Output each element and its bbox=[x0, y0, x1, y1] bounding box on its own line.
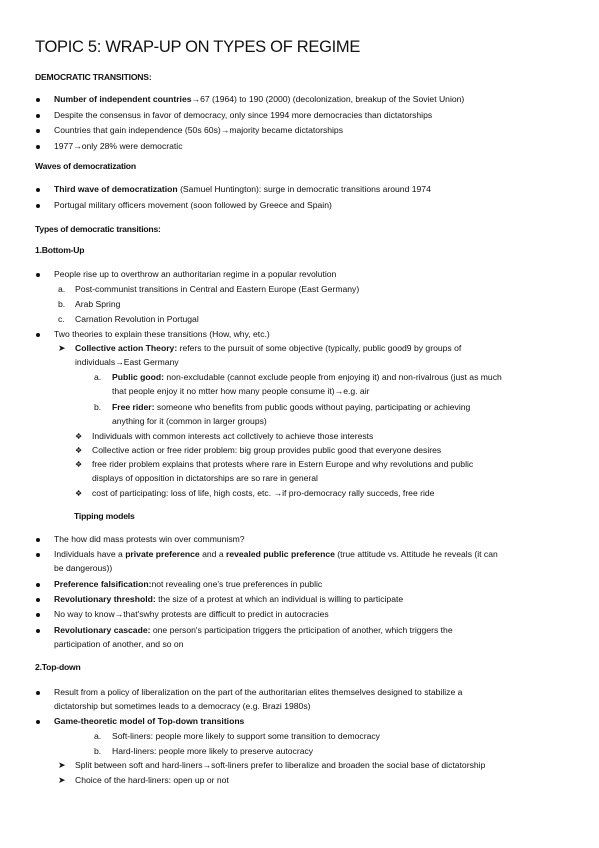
list-item: Countries that gain independence (50s 60s)→majority became dictatorships bbox=[54, 125, 344, 135]
list-item: Portugal military officers movement (soon followed by Greece and Spain) bbox=[54, 200, 332, 210]
bullet-icon bbox=[36, 204, 40, 208]
list-item: Number of independent countries→67 (1964) to 190 (2000) (decolonization, breakup of the Soviet Union) bbox=[54, 94, 465, 104]
bullet-icon bbox=[36, 629, 40, 633]
heading-waves: Waves of democratization bbox=[35, 161, 136, 171]
list-item-2: participation of another, and so on bbox=[54, 639, 184, 649]
list-item: No way to know→that'swhy protests are difficult to predict in autocracies bbox=[54, 609, 329, 619]
bullet-icon bbox=[36, 613, 40, 617]
heading-tipping-models: Tipping models bbox=[74, 511, 135, 521]
page-title: TOPIC 5: WRAP-UP ON TYPES OF REGIME bbox=[35, 38, 361, 56]
diamond-bullet-icon: ❖ bbox=[75, 460, 83, 469]
list-letter: a. bbox=[58, 284, 66, 294]
arrow-bullet-icon: ➤ bbox=[58, 775, 66, 785]
list-item-2: be dangerous)) bbox=[54, 563, 113, 573]
list-letter: b. bbox=[94, 746, 102, 756]
sub-list-item: Soft-liners: people more likely to support some transition to democracy bbox=[112, 731, 380, 741]
sub-list-item: Carnation Revolution in Portugal bbox=[75, 314, 199, 324]
list-item: 1977→only 28% were democratic bbox=[54, 141, 183, 151]
sub-list-item: Post-communist transitions in Central and Eastern Europe (East Germany) bbox=[75, 284, 360, 294]
bullet-icon bbox=[36, 98, 40, 102]
list-letter: a. bbox=[94, 372, 102, 382]
collective-action-line-2: individuals→East Germany bbox=[75, 357, 179, 367]
diamond-item: Individuals with common interests act collctively to achieve those interests bbox=[92, 431, 374, 441]
bullet-icon bbox=[36, 188, 40, 192]
diamond-bullet-icon: ❖ bbox=[75, 489, 83, 498]
heading-top-down: 2.Top-down bbox=[35, 662, 81, 672]
list-item: Third wave of democratization (Samuel Huntington): surge in democratic transitions around 1974 bbox=[54, 184, 431, 194]
heading-types: Types of democratic transitions: bbox=[35, 224, 161, 234]
free-rider-line-2: anything for it (common in larger groups) bbox=[112, 416, 267, 426]
public-good-line-2: that people enjoy it no mtter how many people consume it)→e.g. air bbox=[112, 386, 370, 396]
bullet-icon bbox=[36, 273, 40, 277]
diamond-item: cost of participating: loss of life, high costs, etc. →if pro-democracy rally succeds, free ride bbox=[92, 488, 435, 498]
diamond-item: free rider problem explains that protests where rare in Estern Europe and why revolutions and public bbox=[92, 459, 474, 469]
list-letter: b. bbox=[94, 402, 102, 412]
heading-democratic-transitions: DEMOCRATIC TRANSITIONS: bbox=[35, 72, 152, 82]
sub-list-item: Hard-liners: people more likely to preserve autocracy bbox=[112, 746, 314, 756]
list-item: The how did mass protests win over communism? bbox=[54, 534, 245, 544]
heading-bottom-up: 1.Bottom-Up bbox=[35, 245, 85, 255]
bullet-icon bbox=[36, 129, 40, 133]
bullet-icon bbox=[36, 691, 40, 695]
list-item: People rise up to overthrow an authoritarian regime in a popular revolution bbox=[54, 269, 337, 279]
list-item: Revolutionary threshold: the size of a protest at which an individual is willing to participate bbox=[54, 594, 404, 604]
bullet-icon bbox=[36, 583, 40, 587]
diamond-item: Collective action or free rider problem: big group provides public good that everyone desires bbox=[92, 445, 442, 455]
free-rider-line: Free rider: someone who benefits from public goods without paying, participating or achieving bbox=[112, 402, 471, 412]
bullet-icon bbox=[36, 114, 40, 118]
diamond-item-2: displays of opposition in dictatorships are so rare in general bbox=[92, 473, 318, 483]
list-item: Despite the consensus in favor of democracy, only since 1994 more democracies than dictatorships bbox=[54, 110, 433, 120]
diamond-bullet-icon: ❖ bbox=[75, 446, 83, 455]
collective-action-line: Collective action Theory: refers to the pursuit of some objective (typically, public good9 by groups of bbox=[75, 343, 462, 353]
bullet-icon bbox=[36, 598, 40, 602]
arrow-bullet-icon: ➤ bbox=[58, 760, 66, 770]
public-good-line: Public good: non-excludable (cannot exclude people from enjoying it) and non-rivalrous (just as much bbox=[112, 372, 502, 382]
bullet-icon bbox=[36, 720, 40, 724]
bullet-icon bbox=[36, 333, 40, 337]
arrow-item: Choice of the hard-liners: open up or not bbox=[75, 775, 229, 785]
sub-list-item: Arab Spring bbox=[75, 299, 121, 309]
list-letter: c. bbox=[58, 314, 65, 324]
bullet-icon bbox=[36, 553, 40, 557]
list-item: Preference falsification:not revealing one's true preferences in public bbox=[54, 579, 323, 589]
bullet-icon bbox=[36, 538, 40, 542]
list-item-2: dictatorship but sometimes leads to a democracy (e.g. Brazi 1980s) bbox=[54, 701, 311, 711]
list-item: Revolutionary cascade: one person's participation triggers the prticipation of another, which triggers the bbox=[54, 625, 453, 635]
list-item: Individuals have a private preference and a revealed public preference (true attitude vs. Attitude he reveals (it can bbox=[54, 549, 498, 559]
list-item: Two theories to explain these transitions (How, why, etc.) bbox=[54, 329, 270, 339]
list-item: Result from a policy of liberalization on the part of the authoritarian elites themselves designed to stabilize a bbox=[54, 687, 463, 697]
diamond-bullet-icon: ❖ bbox=[75, 432, 83, 441]
list-item: Game-theoretic model of Top-down transitions bbox=[54, 716, 245, 726]
list-letter: b. bbox=[58, 299, 66, 309]
arrow-item: Split between soft and hard-liners→soft-liners prefer to liberalize and broaden the social base of dictatorship bbox=[75, 760, 486, 770]
list-letter: a. bbox=[94, 731, 102, 741]
bullet-icon bbox=[36, 145, 40, 149]
arrow-bullet-icon: ➤ bbox=[58, 343, 66, 353]
